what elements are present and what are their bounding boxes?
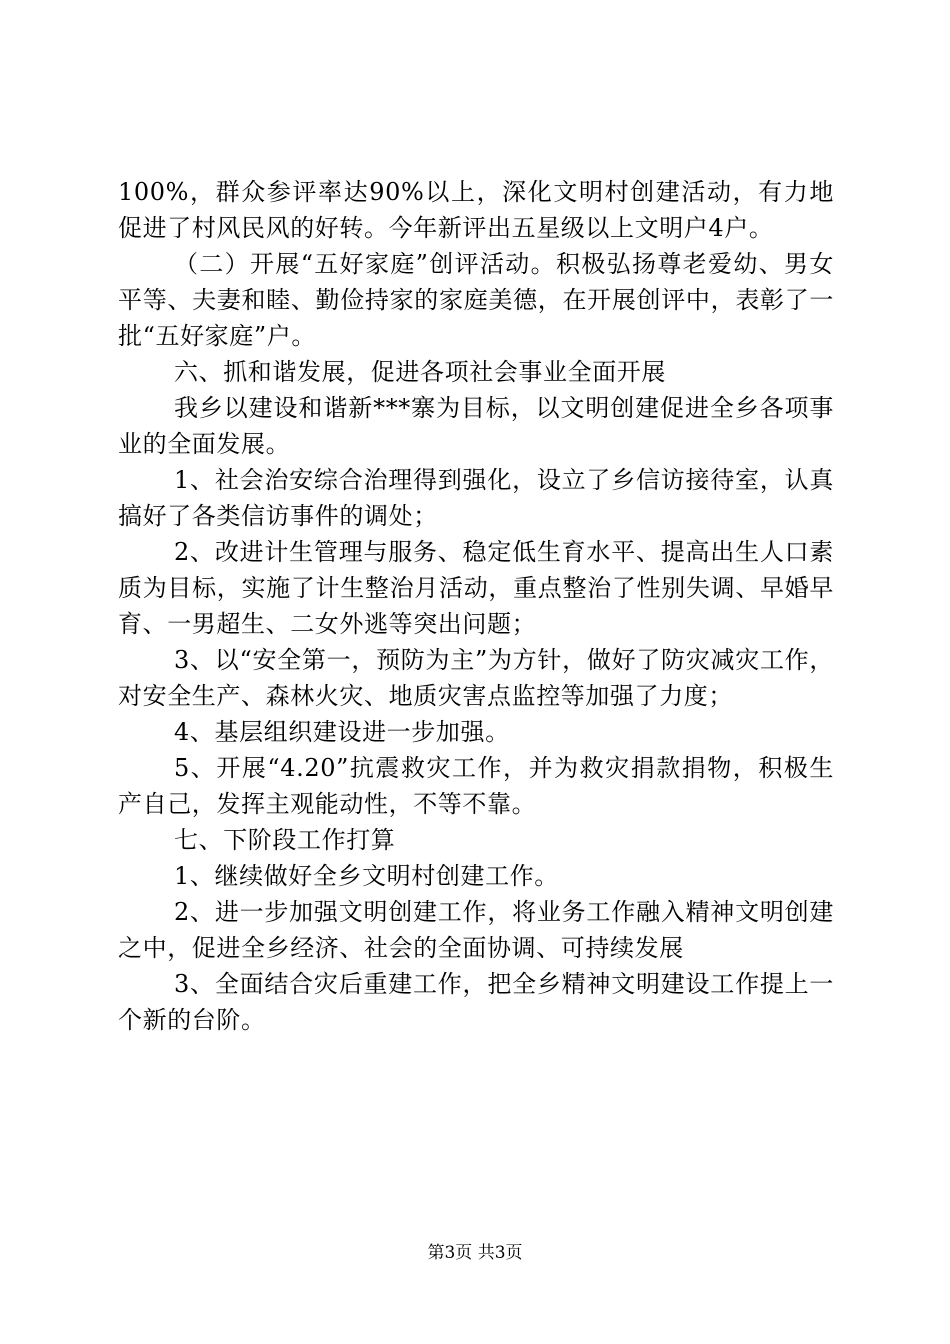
- section-heading-7: 七、下阶段工作打算: [174, 826, 396, 854]
- page-footer: 第3页 共3页: [427, 1243, 523, 1263]
- paragraph-2: （二）开展“五好家庭”创评活动。积极弘扬尊老爱幼、男女平等、夫妻和睦、勤俭持家的家庭美德，在开展创评中，表彰了一批“五好家庭”户。: [118, 250, 834, 350]
- list-item-5: 5、开展“4.20”抗震救灾工作，并为救灾捐款捐物，积极生产自己，发挥主观能动性，不等不靠。: [118, 754, 834, 818]
- document-body: [118, 174, 834, 1038]
- paragraph-3: 我乡以建设和谐新***寨为目标，以文明创建促进全乡各项事业的全面发展。: [118, 394, 834, 458]
- section-heading-6: 六、抓和谐发展，促进各项社会事业全面开展: [174, 358, 666, 386]
- list-item-4: 4、基层组织建设进一步加强。: [174, 718, 510, 746]
- plan-item-1: 1、继续做好全乡文明村创建工作。: [174, 862, 559, 890]
- list-item-1: 1、社会治安综合治理得到强化，设立了乡信访接待室，认真搞好了各类信访事件的调处；: [118, 466, 834, 530]
- list-item-3: 3、以“安全第一，预防为主”为方针，做好了防灾减灾工作，对安全生产、森林火灾、地质灾害点监控等加强了力度；: [118, 646, 834, 710]
- plan-item-2: 2、进一步加强文明创建工作，将业务工作融入精神文明创建之中，促进全乡经济、社会的全面协调、可持续发展: [118, 898, 834, 962]
- paragraph-1: 100%，群众参评率达90%以上，深化文明村创建活动，有力地促进了村风民风的好转。今年新评出五星级以上文明户4户。: [118, 178, 834, 242]
- list-item-2: 2、改进计生管理与服务、稳定低生育水平、提高出生人口素质为目标，实施了计生整治月活动，重点整治了性别失调、早婚早育、一男超生、二女外逃等突出问题；: [118, 538, 834, 638]
- plan-item-3: 3、全面结合灾后重建工作，把全乡精神文明建设工作提上一个新的台阶。: [118, 970, 834, 1034]
